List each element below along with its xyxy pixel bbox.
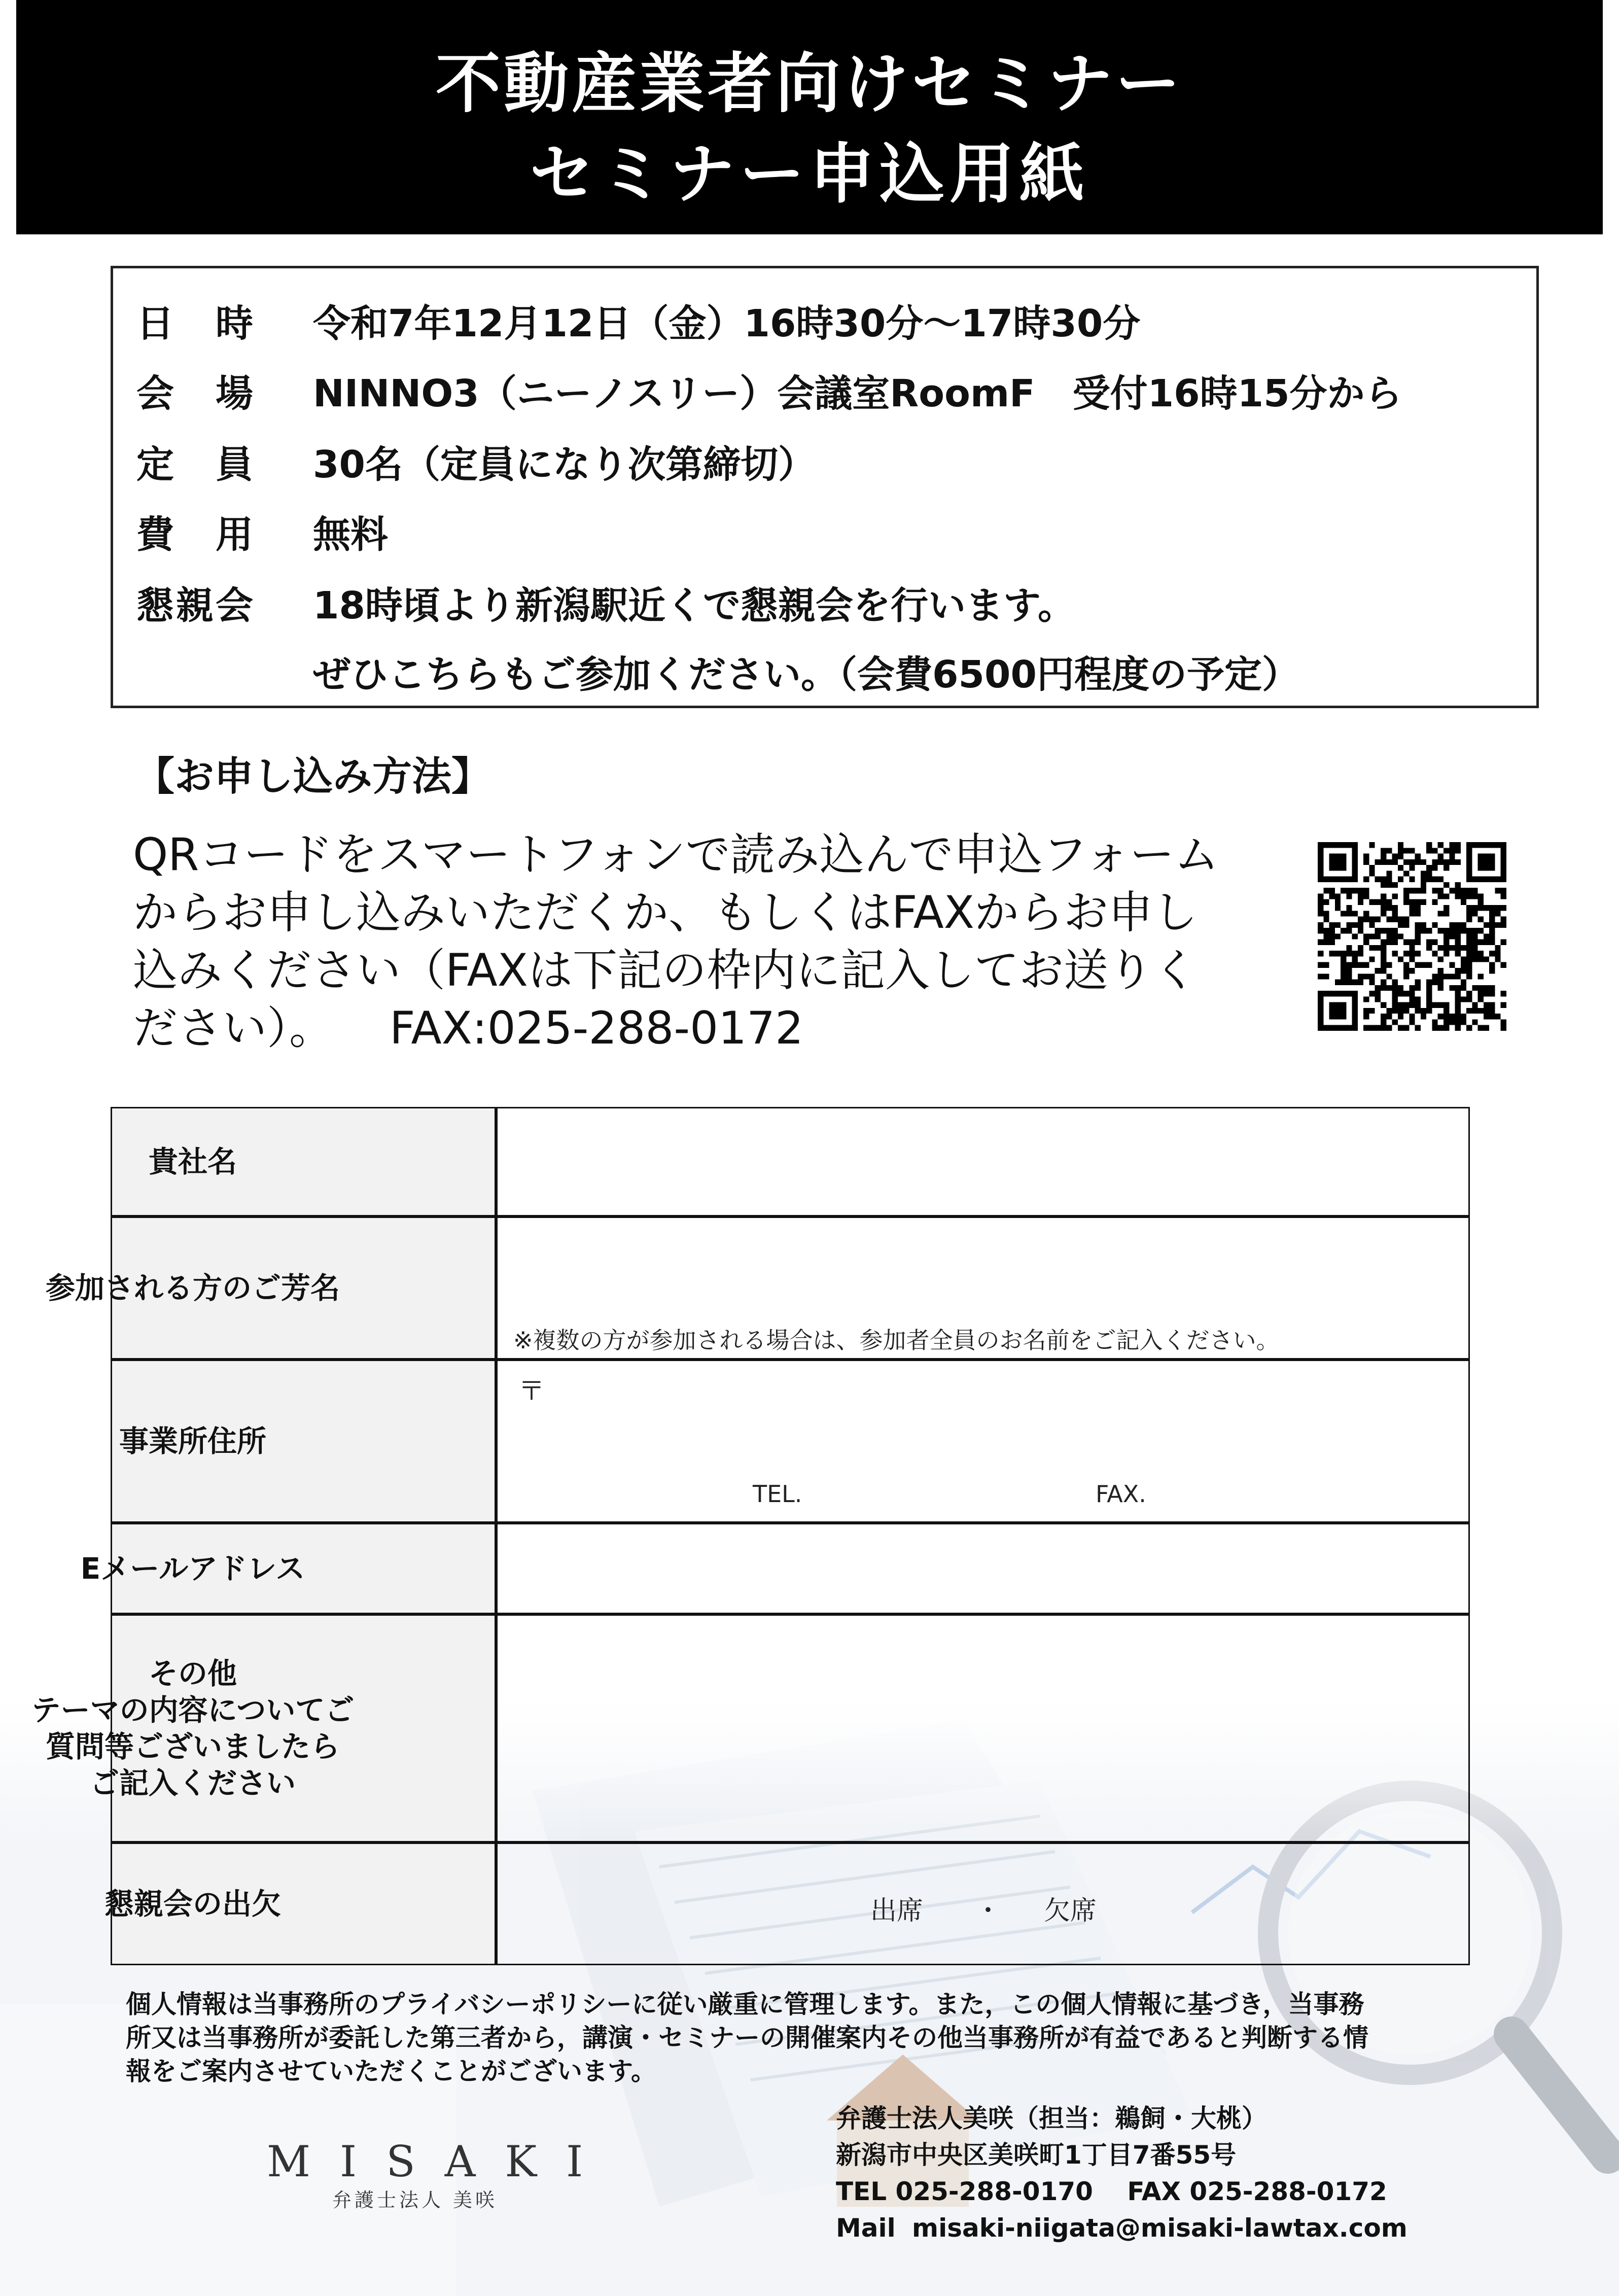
method-line: ださい）。 xyxy=(133,1002,334,1054)
info-label: 日 時 xyxy=(136,302,255,345)
info-value: NINNO3（ニーノスリー）会議室RoomF 受付16時15分から xyxy=(313,372,1402,415)
label-party-attendance: 懇親会の出欠 xyxy=(104,1887,281,1921)
info-value: 18時頃より新潟駅近くで懇親会を行います。 xyxy=(313,584,1076,628)
privacy-notice xyxy=(126,1988,1445,2088)
info-label: 定 員 xyxy=(136,443,255,486)
contact-block xyxy=(836,2100,1407,2246)
info-label: 費 用 xyxy=(136,513,255,556)
info-value: 令和7年12月12日（金）16時30分～17時30分 xyxy=(313,302,1141,345)
title-line-2: セミナー申込用紙 xyxy=(529,136,1089,212)
info-value: 30名（定員になり次第締切） xyxy=(313,443,816,486)
fax-label: FAX. xyxy=(1096,1480,1146,1508)
label-other-line: ご記入ください xyxy=(89,1766,296,1800)
qr-code-icon[interactable] xyxy=(1318,842,1506,1031)
misaki-logo xyxy=(237,2137,613,2212)
info-value: ぜひこちらもご参加ください。（会費6500円程度の予定） xyxy=(313,653,1299,697)
mail-address-link[interactable]: misaki-niigata@misaki-lawtax.com xyxy=(912,2213,1407,2243)
method-description xyxy=(133,826,1299,1057)
absent-option[interactable]: 欠席 xyxy=(1044,1896,1097,1926)
privacy-line: 所又は当事務所が委託した第三者から，講演・セミナーの開催案内その他当事務所が有益であると判断する情 xyxy=(126,2023,1368,2053)
info-row-venue xyxy=(136,364,1402,418)
info-row-capacity xyxy=(136,435,816,489)
postal-mark: 〒 xyxy=(518,1376,545,1407)
info-label: 会 場 xyxy=(136,372,255,415)
info-label: 懇親会 xyxy=(136,584,255,628)
label-email: Eメールアドレス xyxy=(80,1551,305,1586)
method-line: からお申し込みいただくか、もしくはFAXからお申し xyxy=(133,886,1198,938)
email-input-area[interactable] xyxy=(499,1526,1467,1611)
contact-address: 新潟市中央区美咲町1丁目7番55号 xyxy=(836,2140,1237,2170)
label-attendee-name: 参加される方のご芳名 xyxy=(45,1271,340,1305)
info-row-datetime xyxy=(136,294,1140,347)
privacy-line: 個人情報は当事務所のプライバシーポリシーに従い厳重に管理します。また，この個人情報に基づき，当事務 xyxy=(126,1990,1364,2019)
company-input-area[interactable] xyxy=(499,1110,1467,1213)
label-other-line: その他 xyxy=(148,1656,237,1691)
info-row-fee xyxy=(136,505,388,559)
address-input-area[interactable] xyxy=(499,1363,1467,1520)
label-other xyxy=(0,1614,385,1842)
method-title: 【お申し込み方法】 xyxy=(135,754,491,799)
mail-label: Mail xyxy=(836,2213,896,2243)
label-office-address: 事業所住所 xyxy=(119,1424,266,1458)
privacy-line: 報をご案内させていただくことがございます。 xyxy=(126,2057,656,2086)
label-company: 貴社名 xyxy=(148,1144,237,1179)
label-other-line: テーマの内容についてご xyxy=(31,1693,355,1727)
info-value: 無料 xyxy=(313,513,388,556)
attendee-note: ※複数の方が参加される場合は、参加者全員のお名前をご記入ください。 xyxy=(513,1327,1280,1354)
other-input-area[interactable] xyxy=(499,1617,1467,1839)
fax-number: FAX:025-288-0172 xyxy=(390,1002,804,1054)
info-row-party-cont xyxy=(136,645,1299,699)
option-separator: ・ xyxy=(975,1896,1002,1926)
attend-option[interactable]: 出席 xyxy=(870,1896,924,1926)
tel-label: TEL. xyxy=(753,1480,802,1508)
method-line: QRコードをスマートフォンで読み込んで申込フォーム xyxy=(133,828,1219,881)
title-line-1: 不動産業者向けセミナー xyxy=(435,46,1183,122)
contact-firm: 弁護士法人美咲（担当：鵜飼・大桃） xyxy=(836,2104,1267,2133)
logo-word: MISAKI xyxy=(267,2137,613,2186)
logo-subtitle: 弁護士法人 美咲 xyxy=(332,2189,498,2211)
event-info-box xyxy=(111,266,1539,708)
info-row-party xyxy=(136,576,1075,630)
title-banner xyxy=(16,0,1603,234)
label-other-line: 質問等ございましたら xyxy=(45,1729,340,1764)
contact-telfax: TEL 025-288-0170 FAX 025-288-0172 xyxy=(836,2177,1387,2206)
method-line: 込みください（FAXは下記の枠内に記入してお送りく xyxy=(133,944,1198,996)
